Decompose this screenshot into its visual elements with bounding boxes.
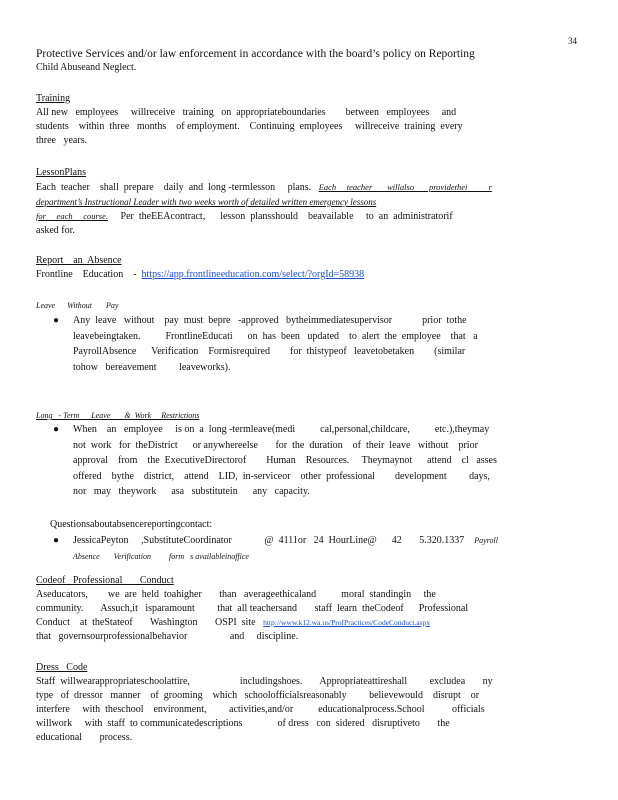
report-absence-line xyxy=(36,268,516,282)
conduct-line xyxy=(36,616,506,630)
bullet-italic-line: Absence Verification form s availableinoffice xyxy=(73,551,249,561)
training-line: three years. xyxy=(36,135,88,146)
lesson-plans-text: Per theEEAcontract, lesson plansshould beavailable to an administratorif xyxy=(120,211,453,222)
lesson-plans-line: asked for. xyxy=(36,225,75,236)
dress-code-heading: Dress Code xyxy=(36,662,88,673)
page-number: 34 xyxy=(568,36,577,46)
leave-without-pay-heading: Leave Without Pay xyxy=(36,301,119,310)
conduct-line: that governsourprofessionalbehavior and discipline. xyxy=(36,631,299,642)
lesson-plans-text: Each teacher shall prepare daily and long -termlesson plans. xyxy=(36,182,312,193)
dress-code-section xyxy=(36,661,506,745)
bullet-line: tohow bereavement leaveworks). xyxy=(73,361,231,373)
training-section xyxy=(36,92,506,148)
bullet-text xyxy=(73,422,499,500)
bullet-line: approval from the ExecutiveDirectorof Human Resources. Theymaynot attend cl asses xyxy=(73,455,497,466)
bullet-line: not work for theDistrict or anywhereelse for the duration of their leave without prior xyxy=(73,439,478,451)
bullet-line: When an employee is on a long -termleave(medi cal,personal,childcare, etc.),theymay xyxy=(73,424,490,435)
report-absence-section xyxy=(36,254,516,282)
intro-line-2: Child Abuseand Neglect. xyxy=(36,62,137,73)
lesson-plans-heading: LessonPlans xyxy=(36,167,86,178)
contact-text: JessicaPeyton ,SubstituteCoordinator @ 4111or 24 HourLine@ 42 5.320.1337 xyxy=(73,535,465,546)
code-of-conduct-heading: Codeof Professional Conduct xyxy=(36,575,174,586)
lesson-plans-line xyxy=(36,209,516,224)
intro-line-1: Protective Services and/or law enforcement in accordance with the board’s policy on Reporting xyxy=(36,48,475,60)
dress-code-line: type of dressor manner of grooming which schoolofficialsreasonably believewould disrupt or xyxy=(36,690,480,701)
intro-paragraph xyxy=(36,48,506,75)
bullet-text xyxy=(73,313,499,375)
questions-section xyxy=(50,518,520,532)
report-absence-prefix: Frontline Education - xyxy=(36,269,137,280)
conduct-line: Aseducators, we are held toahigher than averageethicaland moral standingin the xyxy=(36,589,436,600)
bullet-icon: ● xyxy=(53,424,60,435)
bullet-line: leavebeingtaken. FrontlineEducati on has been updated to alert the employee that a xyxy=(73,330,478,342)
conduct-text: Conduct at theStateof Washington OSPI site xyxy=(36,617,256,628)
ospi-code-link[interactable]: http://www.k12.wa.us/ProfPractices/CodeConduct.aspx xyxy=(263,618,431,627)
dress-code-line: willwork with staff to communicatedescriptions of dress con sidered disruptiveto the xyxy=(36,718,450,729)
bullet-line xyxy=(73,533,513,549)
conduct-line: community. Assuch,it isparamount that all teachersand staff learn theCodeof Professional xyxy=(36,603,469,614)
payroll-italic: Payroll xyxy=(474,536,498,545)
dress-code-line: interfere with theschool environment, activities,and/or educationalprocess.School officials xyxy=(36,704,485,715)
training-line: students within three months of employment. Continuing employees willreceive training every xyxy=(36,121,463,132)
bullet-icon: ● xyxy=(53,535,60,546)
training-heading: Training xyxy=(36,93,71,104)
questions-heading: Questionsaboutabsencereportingcontact: xyxy=(50,519,213,530)
lesson-plans-line xyxy=(36,180,516,195)
lesson-plans-italic-line: department’s Instructional Leader with two weeks worth of detailed written emergency lessons xyxy=(36,197,377,207)
bullet-line: PayrollAbsence Verification Formisrequired for thistypeof leavetobetaken (similar xyxy=(73,346,466,357)
training-line: All new employees willreceive training on appropriateboundaries between employees and xyxy=(36,107,457,118)
bullet-icon: ● xyxy=(53,315,60,326)
bullet-line: offered bythe district, attend LID, in-serviceor other professional development days, xyxy=(73,470,490,482)
bullet-line: Any leave without pay must bepre -approved bytheimmediatesupervisor prior tothe xyxy=(73,315,467,326)
bullet-line: nor may theywork asa substitutein any capacity. xyxy=(73,486,310,497)
dress-code-line: Staff willwearappropriateschoolattire, includingshoes. Appropriateattireshall excludea ny xyxy=(36,676,493,687)
dress-code-line: educational process. xyxy=(36,732,133,743)
report-absence-heading: Report an Absence xyxy=(36,255,122,266)
long-term-leave-section xyxy=(36,409,506,423)
lesson-plans-section xyxy=(36,166,516,238)
leave-without-pay-section xyxy=(36,299,506,313)
lesson-plans-italic: Each teacher willalso providethei r xyxy=(318,182,492,192)
long-term-leave-heading: Long - Term Leave & Work Restrictions xyxy=(36,411,200,420)
code-of-conduct-section xyxy=(36,574,506,644)
bullet-text xyxy=(73,533,513,564)
frontline-link[interactable]: https://app.frontlineeducation.com/select/?orgId=58938 xyxy=(141,269,365,280)
lesson-plans-italic: for each course. xyxy=(36,211,109,221)
